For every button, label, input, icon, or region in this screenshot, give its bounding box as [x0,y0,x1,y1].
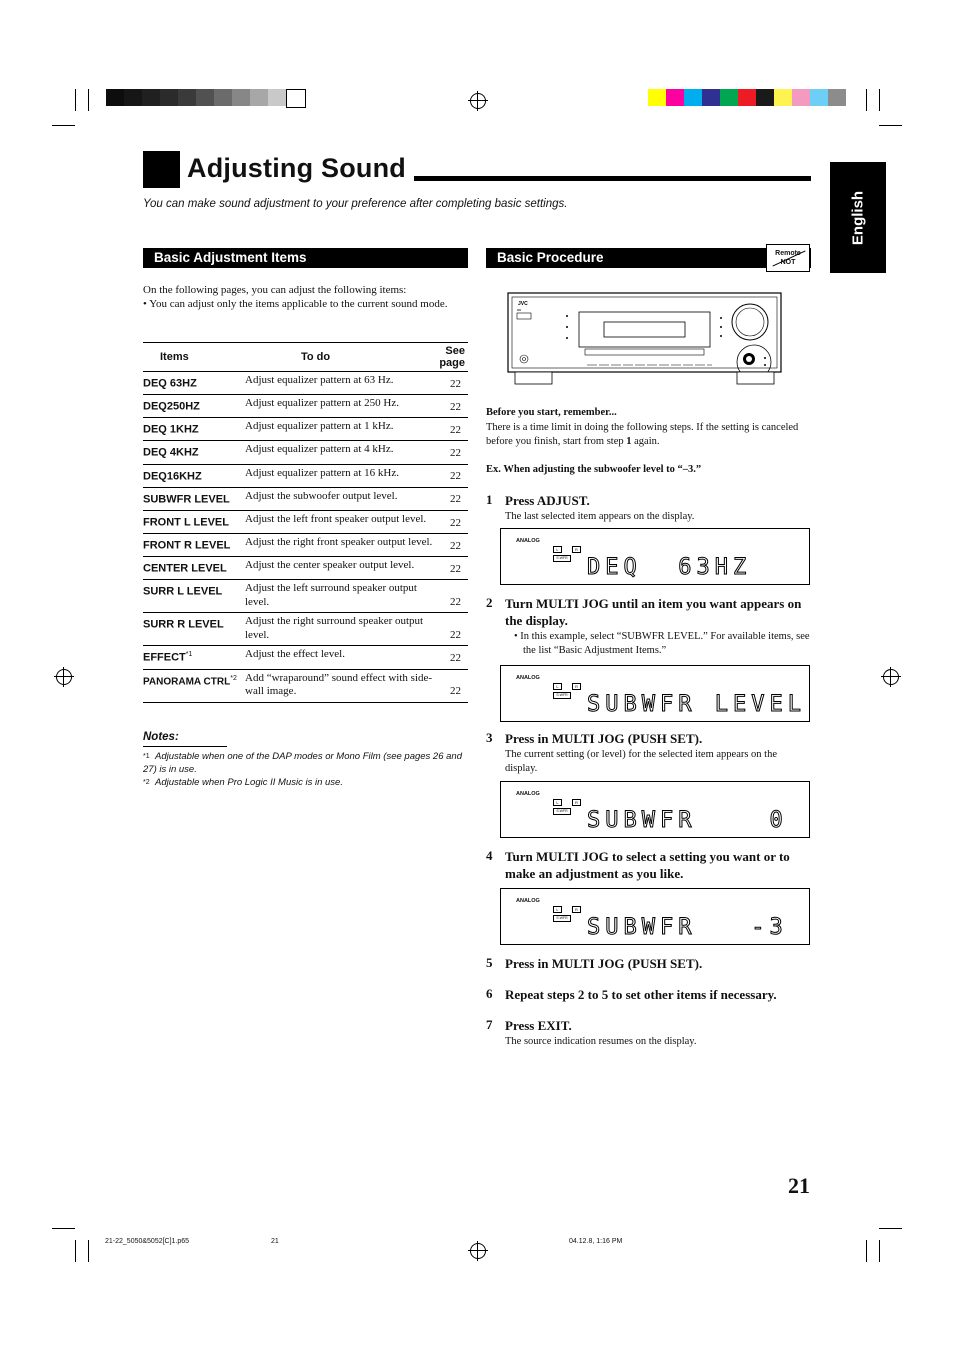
display-left-channel: L [553,799,562,806]
step-5 [486,955,811,972]
remote-badge-line2: NOT [780,259,796,266]
item-name-cell [143,441,245,464]
table-row [143,441,468,464]
display-text: SUBWFR LEVEL [587,692,806,717]
before-start-text-b: again. [631,436,660,447]
page-title: Adjusting Sound [187,153,406,183]
step-6-number: 6 [486,986,493,1001]
item-name: SUBWFR LEVEL [143,493,230,506]
display-analog-indicator: ANALOG [516,675,540,681]
before-start-step: 1 [626,436,632,447]
color-swatch [810,89,828,106]
item-name: EFFECT [143,652,186,665]
item-name-cell [143,646,245,669]
item-page-ref: 22 [435,418,468,441]
item-page-ref: 22 [435,487,468,510]
before-start-text-a: There is a time limit in doing the following steps. If the setting is canceled before you finish, start from step [486,422,799,447]
item-description: Adjust the subwoofer output level. [245,487,435,510]
item-name: FRONT R LEVEL [143,539,231,552]
item-page-ref: 22 [435,613,468,646]
color-swatch [720,89,738,106]
item-name: PANORAMA CTRL [143,675,231,687]
table-row [143,464,468,487]
item-page-ref: 22 [435,372,468,395]
remote-badge-line1: Remote [775,250,801,257]
item-name: SURR R LEVEL [143,619,224,632]
step-4-number: 4 [486,848,493,863]
display-right-channel: R [572,906,581,913]
gray-swatch [286,89,306,108]
registration-mark-right [883,669,899,685]
color-swatch [774,89,792,106]
example-text: Ex. When adjusting the subwoofer level to “–3.” [486,464,702,475]
item-name: DEQ250HZ [143,400,200,413]
gray-swatch [214,89,232,106]
note-1-text: Adjustable when one of the DAP modes or Mono Film (see pages 26 and 27) is in use. [143,751,462,775]
column-header-items: Items [143,343,245,372]
gray-swatch [124,89,142,106]
step-3-number: 3 [486,730,493,745]
registration-mark-left [56,669,72,685]
gray-swatch [250,89,268,106]
item-page-ref: 22 [435,646,468,669]
display-subwoofer-indicator: S.WFR [553,692,571,699]
table-row [143,669,468,702]
adjustment-intro-text: On the following pages, you can adjust the following items: [143,284,407,296]
color-swatch [756,89,774,106]
item-page-ref: 22 [435,534,468,557]
notes-title: Notes: [143,731,179,743]
item-description: Adjust the left surround speaker output level. [245,580,435,613]
color-swatch [648,89,666,106]
item-footnote-mark: *1 [185,651,193,659]
table-row [143,557,468,580]
display-right-channel: R [572,546,581,553]
adjustment-items-table [143,342,468,703]
display-panel-3 [500,781,810,838]
item-name-cell [143,510,245,533]
receiver-front-panel-illustration [507,292,783,387]
gray-swatch [268,89,286,106]
color-swatch [828,89,846,106]
step-6-title: Repeat steps 2 to 5 to set other items if necessary. [505,987,777,1002]
adjustment-intro-bullet: • You can adjust only the items applicable to the current sound mode. [143,298,448,310]
item-name-cell [143,669,245,702]
gray-swatch [160,89,178,106]
display-panel-4 [500,888,810,945]
item-description: Add “wraparound” sound effect with side-wall image. [245,669,435,702]
item-description: Adjust the right front speaker output level. [245,534,435,557]
column-header-todo: To do [245,343,435,372]
display-analog-indicator: ANALOG [516,791,540,797]
item-description: Adjust equalizer pattern at 4 kHz. [245,441,435,464]
item-name: DEQ 1KHZ [143,423,199,436]
note-2-text: Adjustable when Pro Logic II Music is in use. [155,777,343,788]
item-name-cell [143,580,245,613]
item-description: Adjust equalizer pattern at 16 kHz. [245,464,435,487]
note-2 [143,776,463,789]
item-page-ref: 22 [435,441,468,464]
step-2-desc: • In this example, select “SUBWFR LEVEL.” For available items, see the list “Basic Adjustment Items.” [514,631,810,656]
language-tab [830,162,886,273]
color-swatch [684,89,702,106]
page-number: 21 [788,1173,810,1198]
note-1-mark: *1 [143,753,150,760]
item-page-ref: 22 [435,464,468,487]
item-name-cell [143,534,245,557]
item-name-cell [143,464,245,487]
item-page-ref: 22 [435,557,468,580]
table-row [143,418,468,441]
display-left-channel: L [553,906,562,913]
gray-swatch [196,89,214,106]
item-name-cell [143,395,245,418]
item-page-ref: 22 [435,580,468,613]
step-2-number: 2 [486,595,493,610]
display-text: SUBWFR 0 [587,808,788,833]
step-1-title: Press ADJUST. [505,493,590,508]
slug-page: 21 [271,1238,279,1245]
remote-not-badge [766,244,810,272]
step-7-title: Press EXIT. [505,1018,572,1033]
step-2 [486,595,811,658]
note-1 [143,750,463,776]
column-header-page: See page [435,343,468,372]
registration-mark-top [470,93,486,109]
step-7-number: 7 [486,1017,493,1032]
item-name: DEQ16KHZ [143,470,202,483]
notes-rule [143,746,227,747]
display-subwoofer-indicator: S.WFR [553,808,571,815]
item-description: Adjust the center speaker output level. [245,557,435,580]
item-name: SURR L LEVEL [143,586,223,599]
item-name: CENTER LEVEL [143,562,227,575]
table-row [143,487,468,510]
display-right-channel: R [572,683,581,690]
gray-swatch [106,89,124,106]
item-name: FRONT L LEVEL [143,516,229,529]
display-left-channel: L [553,546,562,553]
table-row [143,510,468,533]
item-description: Adjust the right surround speaker output level. [245,613,435,646]
item-name-cell [143,613,245,646]
note-2-mark: *2 [143,779,150,786]
step-3-title: Press in MULTI JOG (PUSH SET). [505,731,703,746]
receiver-brand: JVC [518,301,528,307]
item-name-cell [143,418,245,441]
step-2-title: Turn MULTI JOG until an item you want appears on the display. [505,596,802,628]
color-swatch [666,89,684,106]
title-block [143,151,180,188]
section-basic-procedure: Basic Procedure [486,248,811,268]
gray-swatch [142,89,160,106]
table-row [143,646,468,669]
display-text: SUBWFR -3 [587,915,788,940]
gray-swatch [232,89,250,106]
slug-file-name: 21-22_5050&5052[C]1.p65 [105,1238,190,1245]
display-subwoofer-indicator: S.WFR [553,915,571,922]
page-intro: You can make sound adjustment to your preference after completing basic settings. [143,198,568,210]
display-analog-indicator: ANALOG [516,538,540,544]
display-left-channel: L [553,683,562,690]
section-basic-adjustment-items: Basic Adjustment Items [143,248,468,268]
color-swatch [792,89,810,106]
display-text: DEQ 63HZ [587,555,752,580]
color-swatch [702,89,720,106]
step-7 [486,1017,811,1049]
step-1-desc: The last selected item appears on the display. [505,511,695,522]
table-row [143,580,468,613]
title-rule [414,176,811,181]
step-4-title: Turn MULTI JOG to select a setting you want or to make an adjustment as you like. [505,849,790,881]
step-5-title: Press in MULTI JOG (PUSH SET). [505,956,703,971]
gray-swatch [178,89,196,106]
table-header-row [143,343,468,372]
registration-mark-bottom [470,1243,486,1259]
step-3 [486,730,811,776]
step-1-number: 1 [486,492,493,507]
step-1 [486,492,811,524]
slug-date: 04.12.8, 1:16 PM [569,1238,623,1245]
table-row [143,372,468,395]
item-name: DEQ 63HZ [143,377,197,390]
table-row [143,613,468,646]
item-name: DEQ 4KHZ [143,447,199,460]
step-7-desc: The source indication resumes on the display. [505,1036,697,1047]
item-name-cell [143,487,245,510]
step-4 [486,848,811,882]
step-5-number: 5 [486,955,493,970]
item-page-ref: 22 [435,510,468,533]
before-start-text [486,421,806,449]
item-name-cell [143,557,245,580]
item-name-cell [143,372,245,395]
item-page-ref: 22 [435,669,468,702]
item-description: Adjust equalizer pattern at 63 Hz. [245,372,435,395]
color-swatch [738,89,756,106]
item-description: Adjust equalizer pattern at 250 Hz. [245,395,435,418]
step-6 [486,986,811,1003]
table-row [143,395,468,418]
before-start-title: Before you start, remember... [486,407,617,418]
item-footnote-mark: *2 [230,674,237,682]
item-description: Adjust equalizer pattern at 1 kHz. [245,418,435,441]
language-label: English [849,190,867,245]
display-subwoofer-indicator: S.WFR [553,555,571,562]
item-description: Adjust the effect level. [245,646,435,669]
item-description: Adjust the left front speaker output level. [245,510,435,533]
display-panel-2 [500,665,810,722]
step-3-desc: The current setting (or level) for the selected item appears on the display. [505,749,778,774]
display-right-channel: R [572,799,581,806]
item-page-ref: 22 [435,395,468,418]
display-panel-1 [500,528,810,585]
display-analog-indicator: ANALOG [516,898,540,904]
table-row [143,534,468,557]
adjustment-intro [143,283,463,311]
